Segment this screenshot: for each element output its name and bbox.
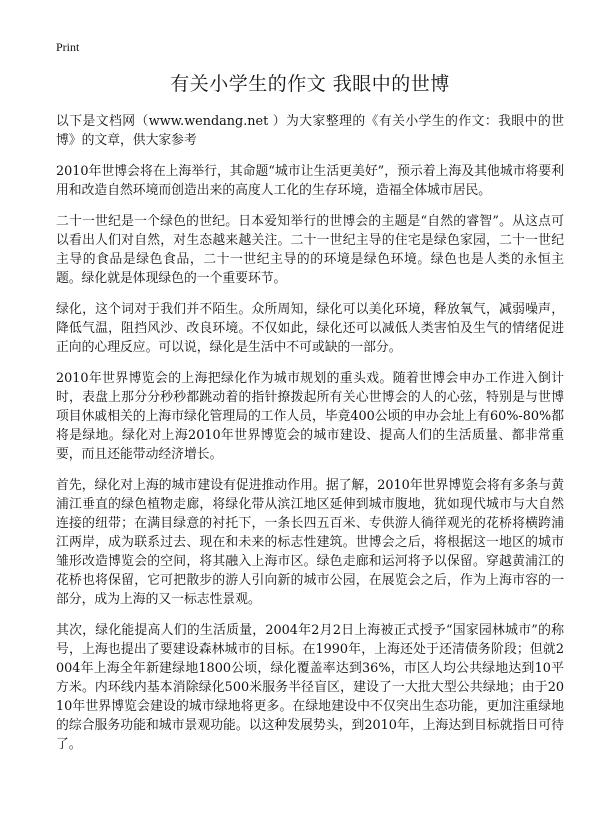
body-paragraph-1: 2010年世博会将在上海举行，其命题“城市让生活更美好”，预示着上海及其他城市将要利用和改造自然环境而创造出来的高度人工化的生存环境，造福全体城市居民。 xyxy=(56,164,564,198)
body-paragraph-5: 首先，绿化对上海的城市建设有促进推动作用。据了解，2010年世界博览会将有多条与黄浦江垂直的绿色植物走廊，将绿化带从滨江地区延伸到城市腹地，犹如现代城市与大自然连接的纽带；在满目绿意的衬托下，一条长四五百米、专供游人徜徉观光的花桥将横跨浦江两岸，成为联系过去、现在和未来的标志性建筑。世博会之后，将根据这一地区的城市雏形改造博览会的空间，将其融入上海市区。绿色走廊和运河将予以保留。穿越黄浦江的花桥也将保留，它可把散步的游人引向新的城市公园，在展览会之后，作为上海市容的一部分，成为上海的又一标志性景观。 xyxy=(56,478,564,607)
article-title: 有关小学生的作文 我眼中的世博 xyxy=(170,73,450,95)
body-paragraph-2: 二十一世纪是一个绿色的世纪。日本爱知举行的世博会的主题是“自然的睿智”。从这点可以看出人们对自然，对生态越来越关注。二十一世纪主导的住宅是绿色家园，二十一世纪主导的食品是绿色食品，二十一世纪主导的的环境是绿色环境。绿色也是人类的永恒主题。绿化就是体现绿色的一个重要环节。 xyxy=(56,214,564,286)
body-paragraph-6: 其次，绿化能提高人们的生活质量，2004年2月2日上海被正式授予“国家园林城市”的称号，上海也提出了要建设森林城市的目标。在1990年，上海还处于还清债务阶段；但就2004年上海全年新建绿地1800公顷，绿化覆盖率达到36%，市区人均公共绿地达到10平方米。内环线内基本消除绿化500米服务半径盲区，建设了一大批大型公共绿地；由于2010年世界博览会建设的城市绿地将更多。在绿地建设中不仅突出生态功能，更加注重绿地的综合服务功能和城市景观功能。以这种发展势头，到2010年，上海达到目标就指日可待了。 xyxy=(56,623,564,752)
print-label: Print xyxy=(56,40,80,54)
intro-paragraph: 以下是文档网（www.wendang.net ）为大家整理的《有关小学生的作文：我眼中的世博》的文章，供大家参考 xyxy=(56,114,564,148)
body-paragraph-4: 2010年世界博览会的上海把绿化作为城市规划的重头戏。随着世博会申办工作进入倒计时，表盘上那分分秒秒都跳动着的指针撩拨起所有关心世博会的人的心弦，特别是与世博项目休戚相关的上海市绿化管理局的工作人员，毕竟400公顷的申办会址上有60%-80%都将是绿地。绿化对上海2010年世界博览会的城市建设、提高人们的生活质量、都非常重要，而且还能带动经济增长。 xyxy=(56,371,564,462)
body-paragraph-3: 绿化，这个词对于我们并不陌生。众所周知，绿化可以美化环境，释放氧气，减弱噪声，降低气温，阻挡风沙、改良环境。不仅如此，绿化还可以减低人类害怕及生气的情绪促进正向的心理反应。可以说，绿化是生活中不可或缺的一部分。 xyxy=(56,302,564,355)
